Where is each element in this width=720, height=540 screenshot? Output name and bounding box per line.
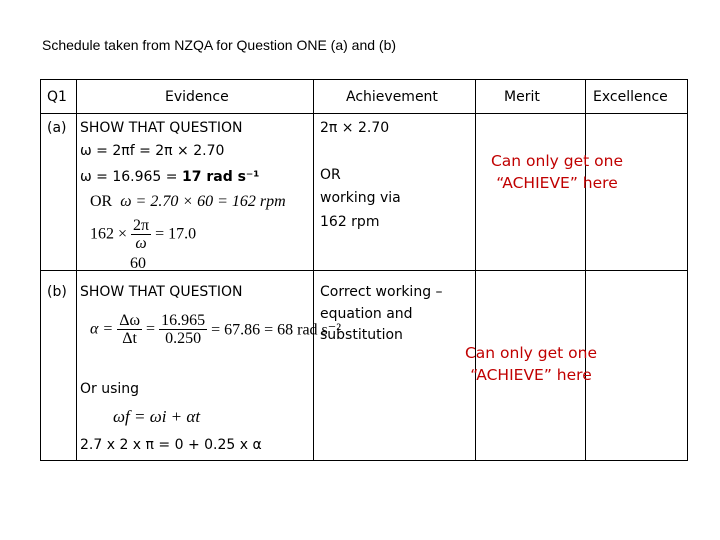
row-a-achievement-line: OR bbox=[320, 167, 341, 183]
rpm-equation: ω = 2.70 × 60 = 162 rpm bbox=[120, 193, 286, 210]
header-excellence: Excellence bbox=[593, 89, 668, 105]
omega-value-text: ω = 16.965 = bbox=[80, 169, 182, 185]
header-achievement: Achievement bbox=[346, 89, 438, 105]
row-a-evidence-line bbox=[80, 166, 259, 189]
fraction-numerator: 2π bbox=[133, 217, 150, 234]
row-b-evidence-line: 2.7 x 2 x π = 0 + 0.25 x α bbox=[80, 437, 262, 453]
fraction-numerator: 16.965 bbox=[161, 312, 206, 329]
row-b-evidence-line: SHOW THAT QUESTION bbox=[80, 284, 243, 300]
alpha-lhs: α = bbox=[90, 320, 114, 338]
fraction-numerator: Δω bbox=[119, 312, 141, 329]
omega-result: 17 rad s⁻¹ bbox=[181, 169, 260, 185]
header-evidence: Evidence bbox=[165, 89, 229, 105]
fraction-lhs: 162 × bbox=[90, 225, 128, 243]
row-b-achievement-line: equation and bbox=[320, 306, 413, 322]
row-b-evidence-line: Or using bbox=[80, 381, 140, 397]
alpha-rhs: = 67.86 = 68 rad s⁻² bbox=[211, 321, 342, 339]
row-a-working-fraction bbox=[90, 217, 196, 252]
row-a-achievement-line: 2π × 2.70 bbox=[320, 120, 390, 136]
page-title: Schedule taken from NZQA for Question ONE (a) and (b) bbox=[42, 37, 397, 53]
fraction-2pi-omega bbox=[131, 217, 151, 252]
header-q1: Q1 bbox=[47, 89, 67, 105]
fraction-values bbox=[159, 312, 207, 347]
fraction-denominator: Δt bbox=[122, 330, 137, 347]
row-b-label: (b) bbox=[47, 284, 67, 300]
fraction-delta bbox=[117, 312, 142, 347]
fraction-rhs: = 17.0 bbox=[155, 225, 197, 243]
header-merit: Merit bbox=[504, 89, 540, 105]
row-a-label: (a) bbox=[47, 120, 67, 136]
row-b-alpha-equation: α = $\frac{\Delta\omega}{\Delta t}$ = $\frac{16.965}{0.250}$ = 67.86 = 68 rad s⁻² bbox=[90, 312, 342, 347]
row-a-achievement-line: working via bbox=[320, 190, 401, 206]
or-text: OR bbox=[90, 193, 113, 210]
kinematic-equation: ωf = ωi + αt bbox=[113, 407, 201, 426]
row-a-achievement-line: 162 rpm bbox=[320, 214, 380, 230]
fraction-denominator: ω bbox=[135, 235, 147, 252]
row-a-working-rpm bbox=[90, 193, 286, 211]
row-a-working-60: 60 bbox=[130, 255, 146, 272]
fraction-denominator: 0.250 bbox=[165, 330, 202, 347]
row-a-merit-note: Can only get one “ACHIEVE” here bbox=[490, 152, 623, 192]
row-b-excellence-note: Can only get one “ACHIEVE” here bbox=[464, 344, 597, 384]
marking-schedule-table bbox=[40, 79, 688, 461]
row-divider bbox=[41, 113, 687, 114]
row-b-achievement-line: substitution bbox=[320, 327, 403, 343]
row-b-achievement-line: Correct working – bbox=[320, 284, 443, 300]
row-a-evidence-line: ω = 2πf = 2π × 2.70 bbox=[80, 143, 225, 159]
row-a-evidence-line: SHOW THAT QUESTION bbox=[80, 120, 243, 136]
